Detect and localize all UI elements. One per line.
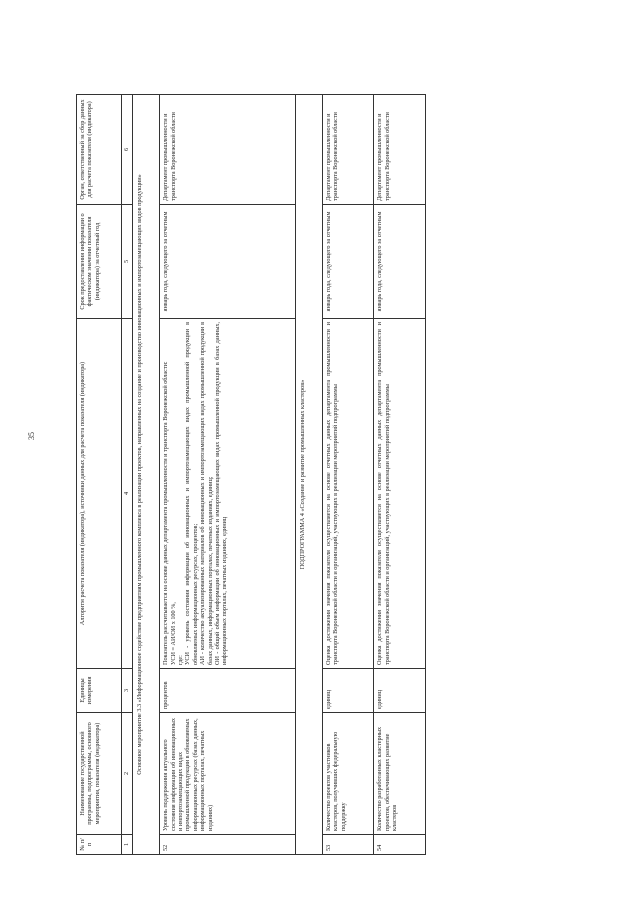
column-number: 4 [122, 319, 133, 669]
indicator-deadline: январь года, следующего за отчетным [160, 205, 296, 319]
indicator-algorithm: Оценка достижения значения показателя осуществляется на основе отчетных данных департамента промышленности и транспорта Воронежской области и организаций, участвующих в реализации мероприятий подпрограммы [374, 319, 426, 669]
algorithm-line: ОИ - общий объем информации об инновационных и импортозамещающих видах промышленной продукции в базах данных, информационных порталах, печатных изданиях, единиц [214, 322, 229, 665]
section-row-main-event [133, 95, 160, 855]
indicator-unit: единиц [323, 669, 374, 713]
header-row [77, 95, 122, 855]
table-row [374, 95, 426, 855]
indicator-unit: процентов [160, 669, 296, 713]
subprogram-title: ПОДПРОГРАММА 4 «Создание и развитие промышленных кластеров» [295, 95, 322, 855]
indicator-name: Количество проектов участников кластеров, получивших федеральную поддержку [323, 713, 374, 835]
row-number: 54 [374, 835, 426, 855]
indicator-responsible: Департамент промышленности и транспорта Воронежской области [323, 95, 374, 205]
header-responsible: Орган, ответственный за сбор данных для расчета показателя (индикатора) [77, 95, 122, 205]
column-number: 5 [122, 205, 133, 319]
row-number: 53 [323, 835, 374, 855]
indicator-deadline: январь года, следующего за отчетным [374, 205, 426, 319]
header-name: Наименование государственной программы, подпрограммы, основного мероприятия, показателя (индикатора) [77, 713, 122, 835]
column-number: 6 [122, 95, 133, 205]
indicator-deadline: январь года, следующего за отчетным [323, 205, 374, 319]
indicator-unit: единиц [374, 669, 426, 713]
algorithm-line: Показатель рассчитывается на основе данных департамента промышленности и транспорта Воронежской области: [162, 361, 170, 665]
rotated-table-container [76, 95, 426, 855]
indicator-algorithm: Оценка достижения значения показателя осуществляется на основе отчетных данных департамента промышленности и транспорта Воронежской области и организаций, участвующих в реализации мероприятий подпрограммы [323, 319, 374, 669]
indicator-name: Уровень поддержания актуального состояния информации об инновационных и импортозамещающих видах промышленной продукции в обновляемых информационных ресурсах (базах данных, информационных порталах, печатных изданиях) [160, 713, 296, 835]
column-number: 3 [122, 669, 133, 713]
algorithm-line: где: [177, 655, 185, 665]
column-number: 1 [122, 835, 133, 855]
algorithm-line: УСИ - уровень состояния информации об инновационных и импортозамещающих видах промышленной продукции в обновляемых информационных ресурсах, процентов; [184, 322, 199, 665]
table-row [160, 95, 296, 855]
indicator-responsible: Департамент промышленности и транспорта Воронежской области [374, 95, 426, 205]
column-number: 2 [122, 713, 133, 835]
header-deadline: Срок предоставления информации о фактическом значении показателя (индикатора) за отчетный год [77, 205, 122, 319]
table-row [323, 95, 374, 855]
algorithm-line: АИ - количество актуализированных материалов об инновационных и импортозамещающих видах промышленной продукции в базах данных, информационных порталах, печатных изданиях, единиц; [199, 322, 214, 665]
header-unit: Единицы измерения [77, 669, 122, 713]
main-event-title: Основное мероприятие 3.3 «Информационное содействие предприятиям промышленного комплекса в реализации проектов, направленных на создание и производство инновационных и импортозамещающих видов продукции» [133, 95, 160, 855]
indicator-responsible: Департамент промышленности и транспорта Воронежской области [160, 95, 296, 205]
page-number: 35 [27, 432, 36, 440]
indicator-algorithm [160, 319, 296, 669]
row-number: 52 [160, 835, 296, 855]
indicator-name: Количество разработанных кластерных проектов, обеспечивающих развитие кластеров [374, 713, 426, 835]
formula-line: УСИ = АИ/ОИ х 100 %, [169, 602, 177, 665]
column-number-row [122, 95, 133, 855]
indicators-table [76, 94, 426, 855]
header-algorithm: Алгоритм расчета показателя (индикатора), источники данных для расчета показателя (индикатора) [77, 319, 122, 669]
header-number: № п/п [77, 835, 122, 855]
section-row-subprogram [295, 95, 322, 855]
